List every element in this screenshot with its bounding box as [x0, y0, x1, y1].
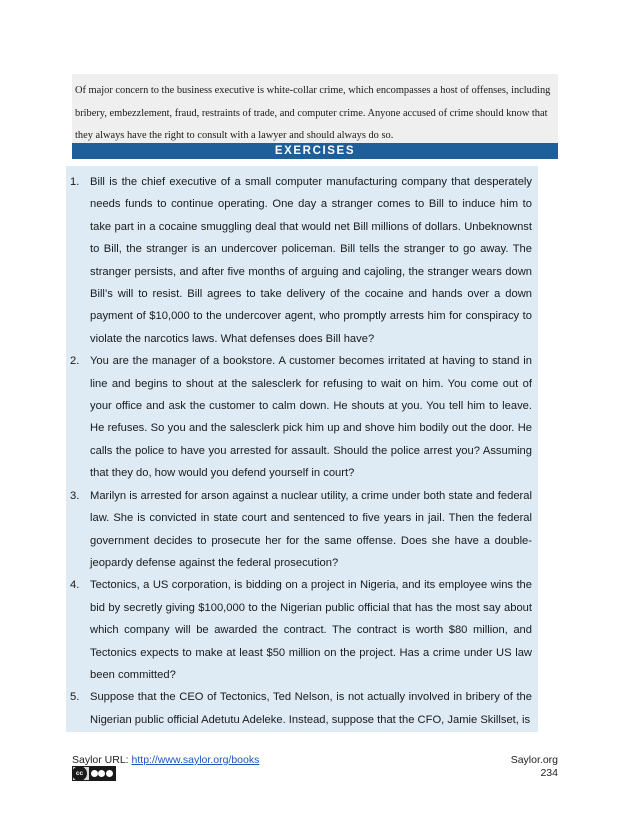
exercise-number: 3.: [70, 489, 80, 502]
exercise-number: 2.: [70, 355, 80, 368]
exercise-text: Tectonics, a US corporation, is bidding on a project in Nigeria, and its employee wins the bid by secretly giving $100,000 to the Nigerian public official that has the most say about which company will be awarded the contract. The contract is worth $80 million, and Tectonics expects to make at least $50 million on the project. Has a crime under US law been committed?: [90, 579, 532, 681]
exercise-item-1: [66, 171, 538, 350]
footer-site: [511, 754, 558, 780]
exercise-text: Suppose that the CEO of Tectonics, Ted Nelson, is not actually involved in bribery of the Nigerian public official Adetutu Adeleke. Instead, suppose that the CFO, Jamie Skillset, is: [90, 691, 532, 726]
exercise-number: 1.: [70, 176, 80, 188]
source-label: Saylor URL:: [72, 754, 132, 766]
exercise-item-2: [66, 350, 538, 484]
cc-icon: cc: [72, 766, 87, 781]
nc-icon: [98, 770, 105, 777]
page-number: 234: [540, 767, 558, 779]
exercise-number: 5.: [70, 691, 80, 704]
summary-box: [72, 74, 558, 144]
exercises-box: [66, 166, 538, 732]
license-terms-icon: [89, 767, 115, 780]
exercise-text: Marilyn is arrested for arson against a nuclear utility, a crime under both state and federal law. She is convicted in state court and sentenced to five years in jail. Then the federal government decides to prosecute her for the same offense. Does she have a double-jeopardy defense against the federal prosecution?: [90, 489, 532, 569]
exercise-list: [66, 166, 538, 731]
exercise-item-5: [66, 686, 538, 731]
site-name: Saylor.org: [510, 754, 558, 766]
exercises-heading-text: EXERCISES: [274, 145, 356, 157]
cc-license-icon[interactable]: [72, 766, 116, 781]
by-icon: [91, 770, 98, 777]
exercise-item-4: [66, 574, 538, 686]
exercises-heading: [72, 143, 558, 159]
source-link[interactable]: http://www.saylor.org/books: [131, 754, 260, 766]
exercise-number: 4.: [70, 579, 80, 592]
summary-text: Of major concern to the business executive is white-collar crime, which encompasses a host of offenses, including bribery, embezzlement, fraud, restraints of trade, and computer crime. Anyone accused of crime should know that they always have the right to consult with a lawyer and should always do so.: [75, 85, 551, 141]
sa-icon: [106, 770, 113, 777]
footer-source: [72, 754, 259, 766]
exercise-item-3: [66, 485, 538, 575]
exercise-text: You are the manager of a bookstore. A customer becomes irritated at having to stand in line and begins to shout at the salesclerk for refusing to wait on him. You come out of your office and ask the customer to calm down. He shouts at you. You tell him to leave. He refuses. So you and the salesclerk pick him up and shove him bodily out the door. He calls the police to have you arrested for assault. Should the police arrest you? Assuming that they do, how would you defend yourself in court?: [90, 355, 532, 480]
exercise-text: Bill is the chief executive of a small computer manufacturing company that desperately needs funds to continue operating. One day a stranger comes to Bill to induce him to take part in a cocaine smuggling deal that would net Bill millions of dollars. Unbeknownst to Bill, the stranger is an undercover policeman. Bill tells the stranger to go away. The stranger persists, and after five months of arguing and cajoling, the stranger wears down Bill’s will to resist. Bill agrees to take delivery of the cocaine and hands over a down payment of $10,000 to the undercover agent, who promptly arrests him for conspiracy to violate the narcotics laws. What defenses does Bill have?: [90, 176, 532, 345]
